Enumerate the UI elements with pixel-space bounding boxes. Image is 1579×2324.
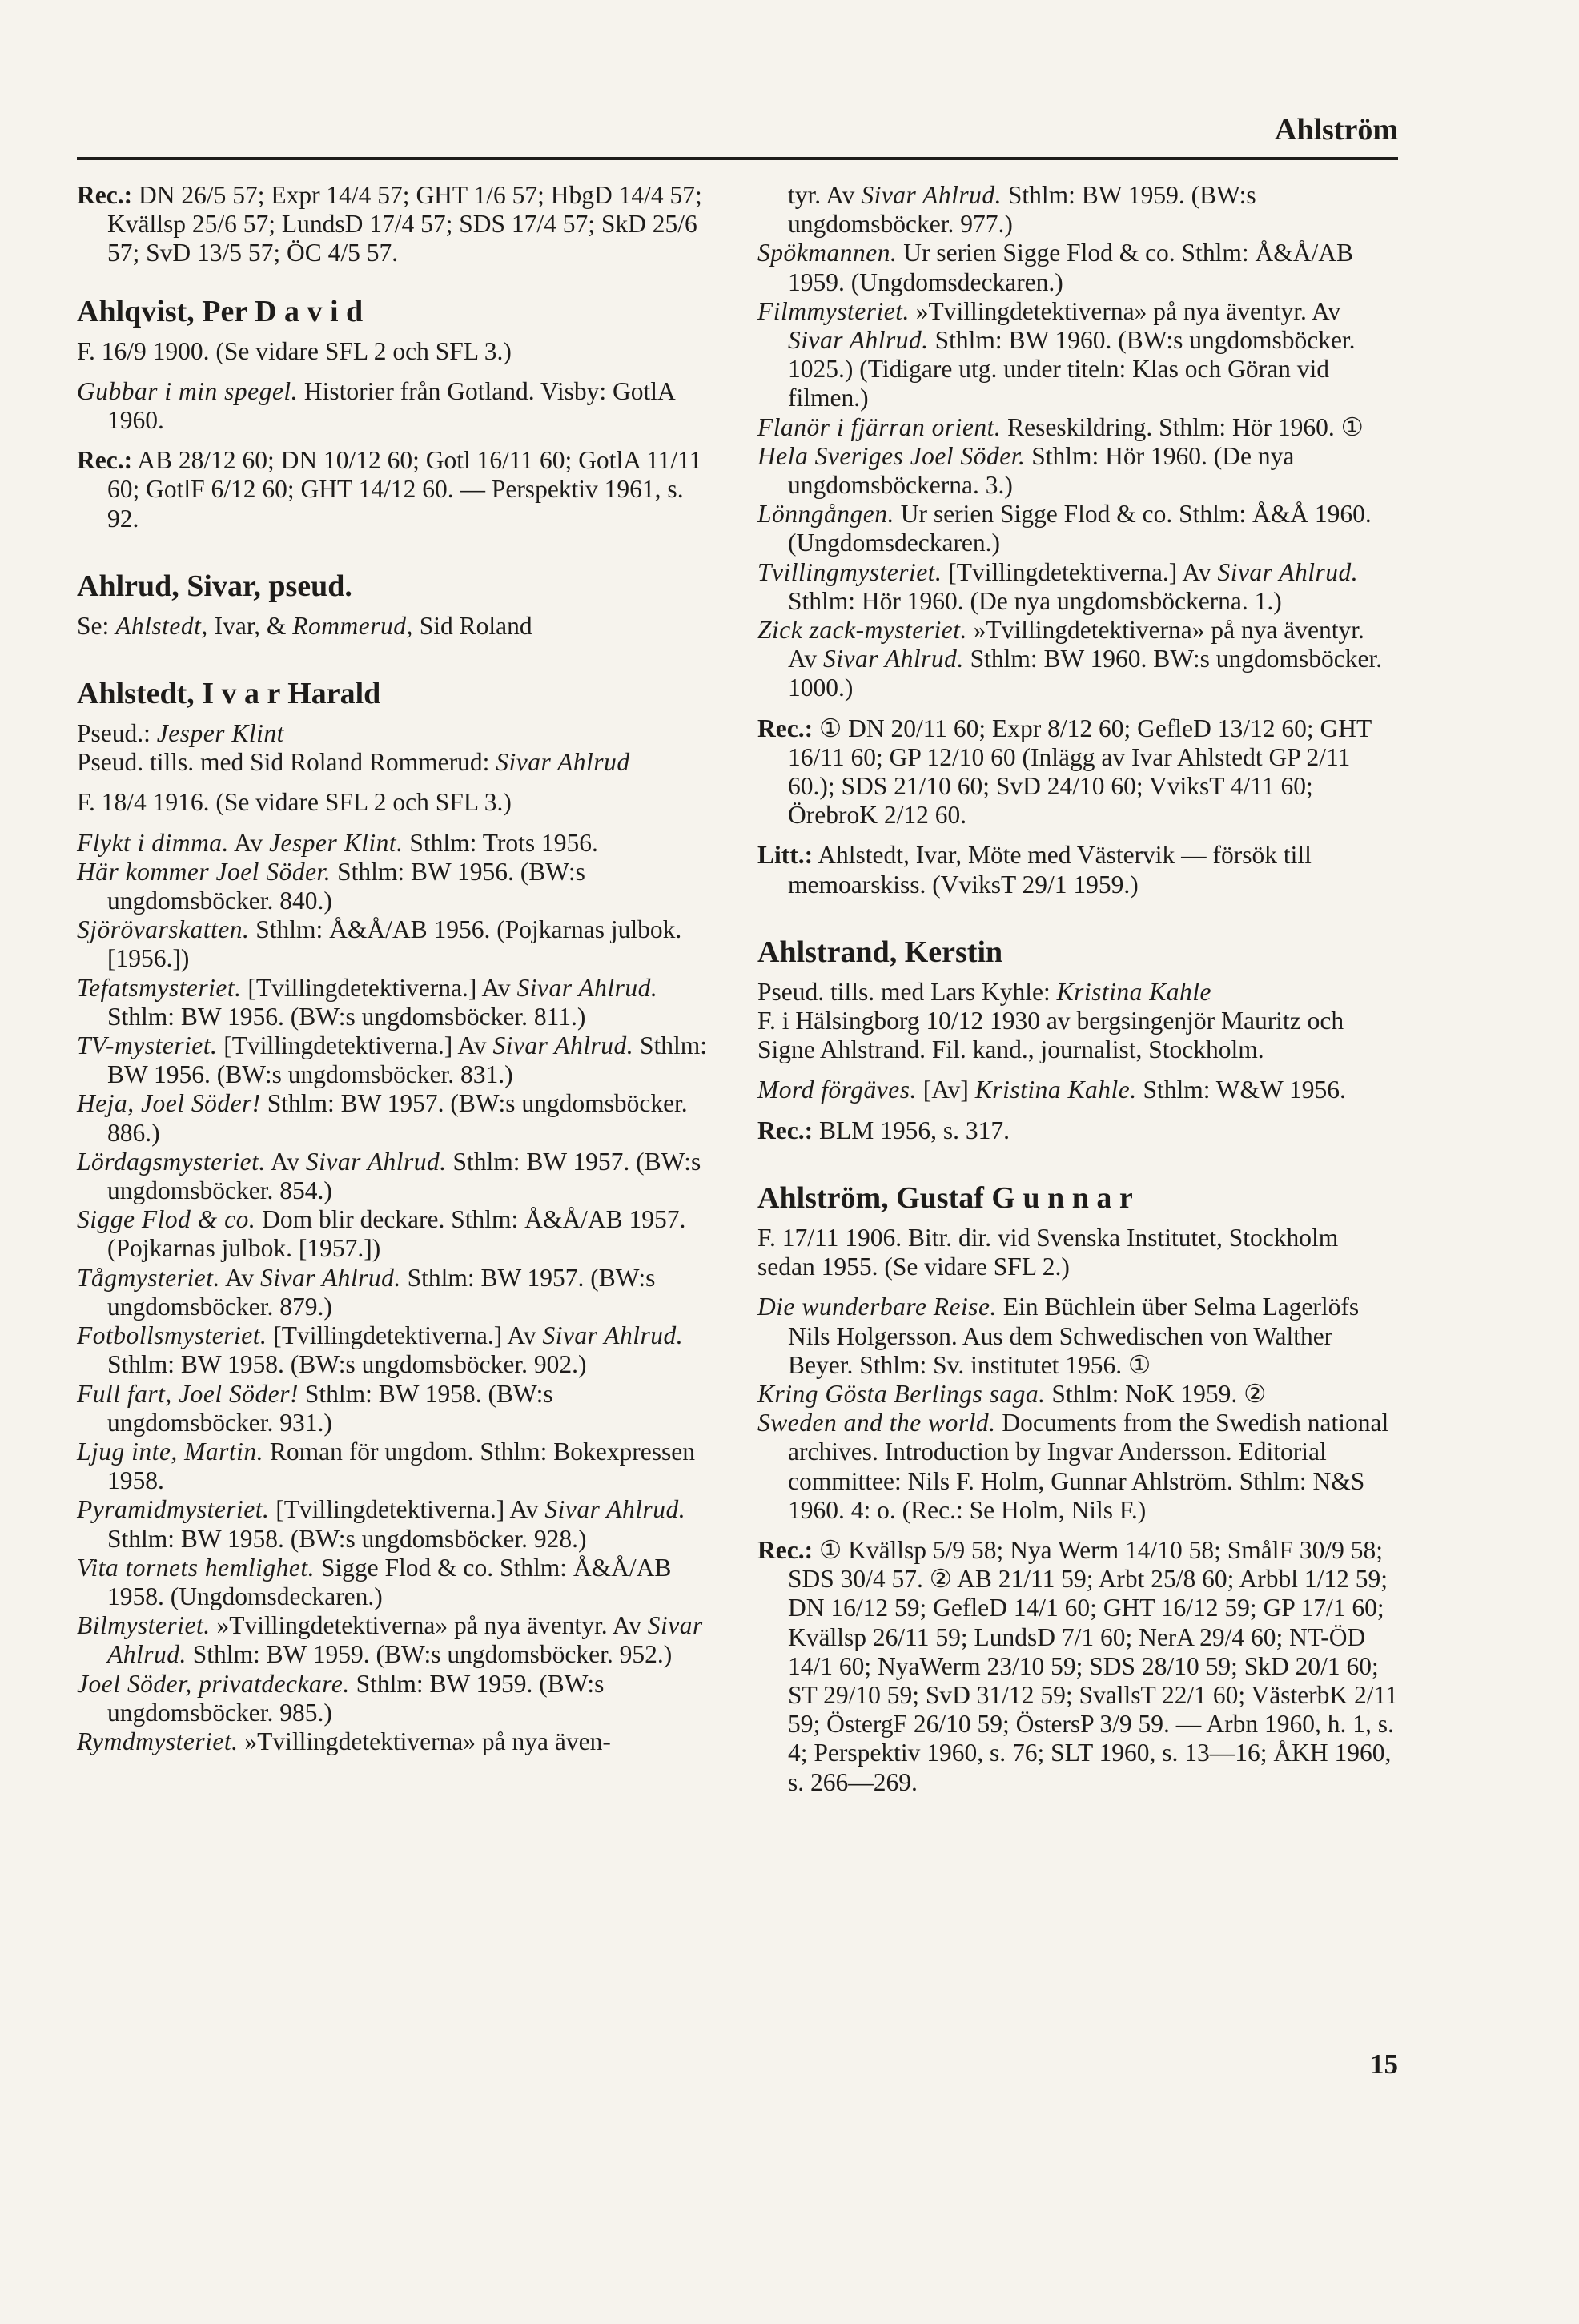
work-details: Sthlm: BW 1959. (BW:s ungdomsböcker. 977.) bbox=[788, 181, 1256, 239]
work-entry bbox=[757, 558, 1398, 616]
work-title: Sjörövarskatten. bbox=[77, 915, 250, 944]
see-text: Ivar, & bbox=[207, 611, 293, 640]
work-entry bbox=[757, 442, 1398, 500]
work-entry bbox=[757, 500, 1398, 557]
work-details: Sthlm: NoK 1959. ② bbox=[1045, 1379, 1267, 1408]
work-details: »Tvillingdetektiverna» på nya äventyr. Av bbox=[210, 1611, 648, 1640]
work-entry bbox=[77, 1205, 717, 1263]
work-entry bbox=[77, 1264, 717, 1321]
work-details: Sthlm: W&W 1956. bbox=[1136, 1076, 1346, 1104]
work-author: Sivar Ahlrud. bbox=[788, 326, 929, 355]
work-title: Fotbollsmysteriet. bbox=[77, 1321, 267, 1350]
work-details: [Tvillingdetektiverna.] Av bbox=[267, 1321, 543, 1350]
work-author: Sivar Ahlrud. bbox=[516, 973, 658, 1002]
work-entry bbox=[757, 616, 1398, 703]
work-author: Sivar Ahlrud. bbox=[544, 1495, 686, 1524]
work-details: Sthlm: BW 1960. (BW:s ungdomsböcker. 1025.) (Tidigare utg. under titeln: Klas och Göran vid filmen.) bbox=[788, 326, 1356, 412]
litt-label: Litt.: bbox=[757, 841, 814, 870]
work-title: Tefatsmysteriet. bbox=[77, 973, 242, 1002]
work-title: Lönngången. bbox=[757, 500, 894, 529]
rec-ahlstedt bbox=[757, 714, 1398, 830]
work-entry bbox=[77, 1495, 717, 1553]
pseudonym-name: Jesper Klint bbox=[156, 719, 284, 748]
work-title: Rymdmysteriet. bbox=[77, 1727, 239, 1755]
work-entry bbox=[757, 1076, 1398, 1104]
work-details: [Tvillingdetektiverna.] Av bbox=[269, 1495, 545, 1524]
rec-ahlqvist bbox=[77, 446, 717, 533]
work-details: Sthlm: BW 1958. (BW:s ungdomsböcker. 902.) bbox=[107, 1350, 587, 1379]
work-details: tyr. Av bbox=[788, 181, 862, 209]
page-number: 15 bbox=[1370, 2049, 1398, 2080]
work-details: Sthlm: BW 1960. BW:s ungdomsböcker. 1000.) bbox=[788, 645, 1383, 702]
work-entry bbox=[757, 1380, 1398, 1409]
work-details: Sthlm: BW 1957. (BW:s ungdomsböcker. 886.) bbox=[107, 1089, 688, 1147]
biography-ahlstedt: F. 18/4 1916. (Se vidare SFL 2 och SFL 3.) bbox=[77, 788, 512, 817]
work-details: [Av] bbox=[916, 1076, 975, 1104]
rec-label: Rec.: bbox=[757, 1116, 814, 1144]
work-details: Sthlm: BW 1956. (BW:s ungdomsböcker. 811.) bbox=[107, 1002, 586, 1031]
rec-text: AB 28/12 60; DN 10/12 60; Gotl 16/11 60; GotlA 11/11 60; GotlF 6/12 60; GHT 14/12 60. — Perspektiv 1961, s. 92. bbox=[107, 446, 702, 533]
work-entry bbox=[77, 1321, 717, 1379]
work-title: Ljug inte, Martin. bbox=[77, 1437, 264, 1466]
work-entry bbox=[757, 413, 1398, 442]
work-details: Dom blir deckare. Sthlm: Å&Å/AB 1957. (Pojkarnas julbok. [1957.]) bbox=[107, 1205, 686, 1263]
literature-ahlstedt bbox=[757, 841, 1398, 899]
work-entry bbox=[77, 1380, 717, 1437]
header-rule bbox=[77, 157, 1398, 160]
running-head: Ahlström bbox=[1274, 113, 1398, 147]
entry-heading-ahlrud: Ahlrud, Sivar, pseud. bbox=[77, 569, 352, 603]
work-author: Kristina Kahle. bbox=[974, 1076, 1137, 1104]
left-column bbox=[77, 181, 717, 1756]
work-entry bbox=[77, 377, 717, 435]
work-entry bbox=[77, 1089, 717, 1147]
pseudonym-label: Pseud. tills. med Lars Kyhle: bbox=[757, 977, 1057, 1006]
work-details: Sthlm: BW 1957. (BW:s ungdomsböcker. 854.) bbox=[107, 1147, 701, 1205]
work-author: Jesper Klint. bbox=[269, 828, 404, 857]
rec-text: ① DN 20/11 60; Expr 8/12 60; GefleD 13/12 60; GHT 16/11 60; GP 12/10 60 (Inlägg av Ivar Ahlstedt GP 2/11 60.); SDS 21/10 60; SvD 24/10 60; VviksT 4/11 60; ÖrebroK 2/12 60. bbox=[788, 714, 1372, 830]
rec-label: Rec.: bbox=[757, 714, 814, 742]
work-list-ahlstedt bbox=[77, 829, 717, 1757]
work-details: Av bbox=[219, 1263, 261, 1292]
work-details: Ur serien Sigge Flod & co. Sthlm: Å&Å 1960. (Ungdomsdeckaren.) bbox=[788, 500, 1372, 557]
work-title: Kring Gösta Berlings saga. bbox=[757, 1379, 1046, 1408]
work-details: Sthlm: BW 1958. (BW:s ungdomsböcker. 931.) bbox=[107, 1379, 553, 1437]
work-author: Sivar Ahlrud. bbox=[823, 645, 964, 673]
work-entry bbox=[77, 1031, 717, 1089]
work-title: Bilmysteriet. bbox=[77, 1611, 211, 1640]
work-title: Zick zack-mysteriet. bbox=[757, 616, 967, 645]
work-title: Gubbar i min spegel. bbox=[77, 376, 298, 405]
work-author: Sivar Ahlrud. bbox=[542, 1321, 684, 1350]
work-details: [Tvillingdetektiverna.] Av bbox=[217, 1031, 493, 1060]
work-details: [Tvillingdetektiverna.] Av bbox=[942, 557, 1218, 586]
work-title: Lördagsmysteriet. bbox=[77, 1147, 266, 1176]
work-details: »Tvillingdetektiverna» på nya äventyr. Av bbox=[909, 296, 1341, 325]
work-entry bbox=[77, 1727, 717, 1756]
work-title: Flykt i dimma. bbox=[77, 828, 229, 857]
work-details: Sthlm: BW 1959. (BW:s ungdomsböcker. 952.) bbox=[186, 1640, 673, 1669]
work-title: Full fart, Joel Söder! bbox=[77, 1379, 299, 1408]
cross-reference-ahlrud bbox=[77, 612, 717, 641]
work-entry bbox=[757, 1293, 1398, 1380]
work-details: Documents from the Swedish national archives. Introduction by Ingvar Andersson. Editorial committee: Nils F. Holm, Gunnar Ahlström. Sthlm: N&S 1960. 4: o. (Rec.: Se Holm, Nils F.) bbox=[788, 1409, 1389, 1524]
entry-heading-ahlstrom: Ahlström, Gustaf G u n n a r bbox=[757, 1180, 1133, 1215]
work-title: Här kommer Joel Söder. bbox=[77, 857, 331, 886]
work-details: Sigge Flod & co. Sthlm: Å&Å/AB 1958. (Ungdomsdeckaren.) bbox=[107, 1553, 672, 1610]
work-details: Av bbox=[228, 828, 270, 857]
work-details: Sthlm: Hör 1960. (De nya ungdomsböckerna. 3.) bbox=[788, 441, 1295, 500]
pseudonym-label: Pseud. tills. med Sid Roland Rommerud: bbox=[77, 748, 496, 777]
see-name: Rommerud, bbox=[292, 611, 413, 640]
rec-label: Rec.: bbox=[77, 181, 133, 209]
work-entry bbox=[77, 1670, 717, 1727]
work-title: Die wunderbare Reise. bbox=[757, 1293, 997, 1321]
pseudonym-line bbox=[77, 748, 717, 777]
work-author: Sivar Ahlrud. bbox=[305, 1147, 447, 1176]
right-column bbox=[757, 181, 1398, 1797]
see-name: Ahlstedt, bbox=[115, 611, 208, 640]
rec-label: Rec.: bbox=[757, 1535, 814, 1564]
work-details: Roman för ungdom. Sthlm: Bokexpressen 1958. bbox=[107, 1437, 695, 1495]
work-entry bbox=[77, 1437, 717, 1495]
work-entry bbox=[77, 1148, 717, 1205]
work-details: [Tvillingdetektiverna.] Av bbox=[241, 973, 517, 1002]
pseudonym-name: Kristina Kahle bbox=[1056, 977, 1211, 1006]
rec-text: DN 26/5 57; Expr 14/4 57; GHT 1/6 57; HbgD 14/4 57; Kvällsp 25/6 57; LundsD 17/4 57; SDS 17/4 57; SkD 25/6 57; SvD 13/5 57; ÖC 4/5 57. bbox=[107, 181, 702, 267]
work-title: Flanör i fjärran orient. bbox=[757, 412, 1002, 441]
work-entry bbox=[77, 974, 717, 1031]
work-entry bbox=[757, 1409, 1398, 1525]
see-label: Se: bbox=[77, 611, 116, 640]
work-title: Filmmysteriet. bbox=[757, 296, 910, 325]
work-details: Ur serien Sigge Flod & co. Sthlm: Å&Å/AB 1959. (Ungdomsdeckaren.) bbox=[788, 239, 1353, 296]
work-entry bbox=[77, 829, 717, 858]
work-title: Mord förgäves. bbox=[757, 1076, 917, 1104]
pseudonym-line bbox=[757, 978, 1398, 1007]
work-title: Hela Sveriges Joel Söder. bbox=[757, 441, 1026, 470]
entry-heading-ahlstedt: Ahlstedt, I v a r Harald bbox=[77, 677, 381, 711]
work-list-ahlstrom bbox=[757, 1293, 1398, 1525]
rec-ahlstedt-previous bbox=[77, 181, 717, 268]
work-details: »Tvillingdetektiverna» på nya även- bbox=[238, 1727, 611, 1755]
work-entry bbox=[77, 858, 717, 915]
work-entry bbox=[77, 1611, 717, 1669]
work-title: Joel Söder, privatdeckare. bbox=[77, 1669, 350, 1698]
work-title: Tvillingmysteriet. bbox=[757, 557, 942, 586]
work-details: Sthlm: BW 1958. (BW:s ungdomsböcker. 928.) bbox=[107, 1524, 587, 1553]
work-title: TV-mysteriet. bbox=[77, 1031, 218, 1060]
rec-ahlstrand bbox=[757, 1116, 1398, 1145]
work-entry bbox=[757, 297, 1398, 413]
pseudonym-line bbox=[77, 719, 717, 748]
work-title: Sweden and the world. bbox=[757, 1409, 996, 1437]
rec-text: ① Kvällsp 5/9 58; Nya Werm 14/10 58; SmålF 30/9 58; SDS 30/4 57. ② AB 21/11 59; Arbt 25/8 60; Arbbl 1/12 59; DN 16/12 59; GefleD 14/1 60; GHT 16/12 59; GP 17/1 60; Kvällsp 26/11 59; LundsD 7/1 60; NerA 29/4 60; NT-ÖD 14/1 60; NyaWerm 23/10 59; SDS 28/10 59; SkD 20/1 60; ST 29/10 59; SvD 31/12 59; SvallsT 22/1 60; VästerbK 2/11 59; ÖstergF 26/10 59; ÖstersP 3/9 59. — Arbn 1960, h. 1, s. 4; Perspektiv 1960, s. 76; SLT 1960, s. 13—16; ÅKH 1960, s. 266—269. bbox=[788, 1535, 1398, 1796]
rec-label: Rec.: bbox=[77, 446, 133, 475]
work-entry-continued bbox=[757, 181, 1398, 239]
work-details: Reseskildring. Sthlm: Hör 1960. ① bbox=[1001, 412, 1364, 441]
work-details: Sthlm: Å&Å/AB 1956. (Pojkarnas julbok. [1956.]) bbox=[107, 915, 682, 973]
entry-heading-ahlqvist: Ahlqvist, Per D a v i d bbox=[77, 294, 364, 328]
work-details: Sthlm: Trots 1956. bbox=[403, 828, 598, 857]
pseudonym-name: Sivar Ahlrud bbox=[496, 748, 630, 777]
see-text: Sid Roland bbox=[412, 611, 532, 640]
work-title: Heja, Joel Söder! bbox=[77, 1089, 261, 1118]
work-details: »Tvillingdetektiverna» på nya äventyr. Av bbox=[788, 616, 1364, 673]
work-entry bbox=[77, 1554, 717, 1611]
biography-ahlstrom: F. 17/11 1906. Bitr. dir. vid Svenska Institutet, Stockholm sedan 1955. (Se vidare SFL 2.) bbox=[757, 1223, 1339, 1281]
rec-ahlstrom bbox=[757, 1536, 1398, 1797]
work-details: Ein Büchlein über Selma Lagerlöfs Nils Holgersson. Aus dem Schwedischen von Walther Beyer. Sthlm: Sv. institutet 1956. ① bbox=[788, 1293, 1360, 1379]
work-details: Sthlm: BW 1957. (BW:s ungdomsböcker. 879.) bbox=[107, 1263, 656, 1321]
work-details: Av bbox=[265, 1147, 306, 1176]
entry-heading-ahlstrand: Ahlstrand, Kerstin bbox=[757, 935, 1003, 969]
biography-ahlqvist: F. 16/9 1900. (Se vidare SFL 2 och SFL 3.) bbox=[77, 336, 512, 365]
pseudonym-label: Pseud.: bbox=[77, 719, 157, 748]
work-title: Pyramidmysteriet. bbox=[77, 1495, 270, 1524]
work-details: Historier från Gotland. Visby: GotlA 1960. bbox=[107, 376, 674, 435]
work-author: Sivar Ahlrud. bbox=[107, 1611, 703, 1669]
work-title: Vita tornets hemlighet. bbox=[77, 1553, 315, 1582]
work-author: Sivar Ahlrud. bbox=[260, 1263, 401, 1292]
work-details: Sthlm: BW 1959. (BW:s ungdomsböcker. 985.) bbox=[107, 1669, 605, 1727]
rec-text: BLM 1956, s. 317. bbox=[813, 1116, 1010, 1144]
work-title: Spökmannen. bbox=[757, 239, 898, 267]
litt-text: Ahlstedt, Ivar, Möte med Västervik — försök till memoarskiss. (VviksT 29/1 1959.) bbox=[788, 841, 1312, 899]
work-author: Sivar Ahlrud. bbox=[492, 1031, 634, 1060]
work-details: Sthlm: BW 1956. (BW:s ungdomsböcker. 831.) bbox=[107, 1031, 708, 1089]
work-author: Sivar Ahlrud. bbox=[1217, 557, 1359, 586]
work-entry bbox=[77, 915, 717, 973]
work-title: Tågmysteriet. bbox=[77, 1263, 220, 1292]
work-author: Sivar Ahlrud. bbox=[861, 181, 1002, 209]
work-details: Sthlm: Hör 1960. (De nya ungdomsböckerna. 1.) bbox=[788, 586, 1282, 615]
biography-ahlstrand: F. i Hälsingborg 10/12 1930 av bergsingenjör Mauritz och Signe Ahlstrand. Fil. kand., journalist, Stockholm. bbox=[757, 1007, 1344, 1064]
work-details: Sthlm: BW 1956. (BW:s ungdomsböcker. 840.) bbox=[107, 857, 585, 915]
work-entry bbox=[757, 239, 1398, 296]
work-title: Sigge Flod & co. bbox=[77, 1205, 256, 1234]
